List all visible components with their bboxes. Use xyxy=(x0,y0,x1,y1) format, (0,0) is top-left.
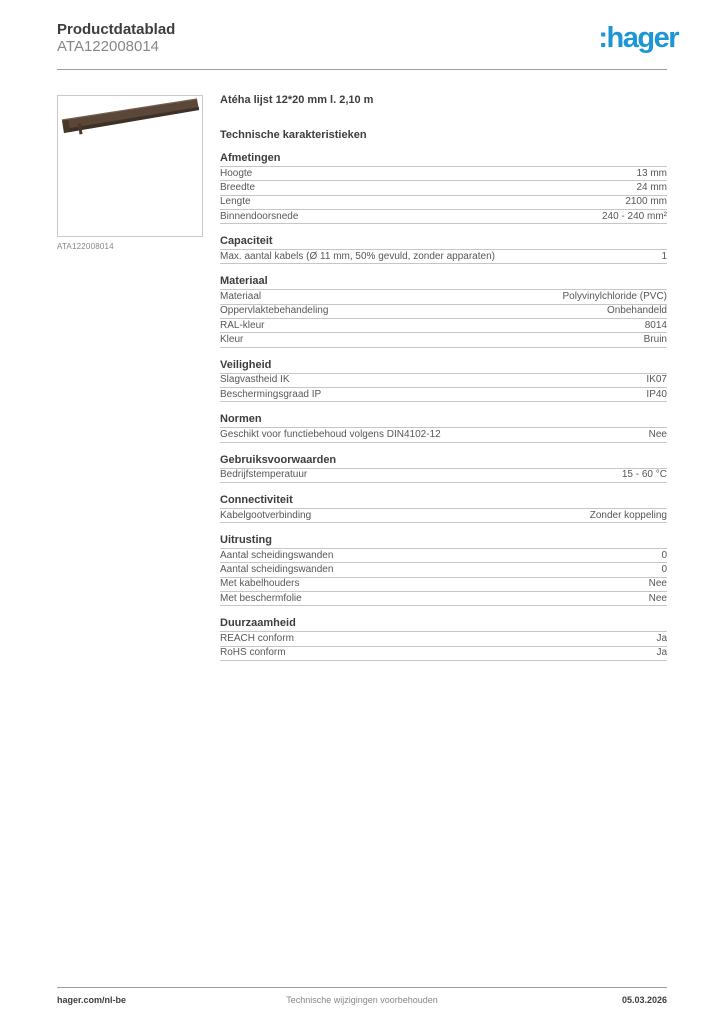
spec-value: 240 - 240 mm² xyxy=(601,210,667,222)
spec-label: Oppervlaktebehandeling xyxy=(220,305,329,317)
spec-value: 13 mm xyxy=(636,167,667,179)
spec-section-title: Gebruiksvoorwaarden xyxy=(220,455,667,469)
spec-value: Bruin xyxy=(643,334,667,346)
spec-row xyxy=(220,578,667,592)
spec-rows xyxy=(220,428,667,442)
spec-section-title: Connectiviteit xyxy=(220,495,667,509)
spec-row xyxy=(220,647,667,661)
spec-section xyxy=(220,153,667,224)
spec-row xyxy=(220,196,667,210)
spec-label: RoHS conform xyxy=(220,647,286,659)
footer-disclaimer: Technische wijzigingen voorbehouden xyxy=(286,995,438,1005)
spec-section-title: Duurzaamheid xyxy=(220,618,667,632)
spec-rows xyxy=(220,374,667,403)
spec-label: Kabelgootverbinding xyxy=(220,509,312,521)
spec-value: 0 xyxy=(661,564,667,576)
main-content xyxy=(220,95,667,661)
spec-value: IK07 xyxy=(646,374,667,386)
product-title: Atéha lijst 12*20 mm l. 2,10 m xyxy=(220,94,374,106)
spec-value: 1 xyxy=(661,250,667,262)
spec-rows xyxy=(220,549,667,606)
product-strip-illustration xyxy=(58,96,200,234)
spec-section xyxy=(220,236,667,264)
spec-row xyxy=(220,469,667,483)
spec-row xyxy=(220,290,667,304)
spec-value: 0 xyxy=(661,549,667,561)
spec-value: 2100 mm xyxy=(625,196,667,208)
spec-section xyxy=(220,414,667,442)
spec-value: Nee xyxy=(648,578,667,590)
spec-row xyxy=(220,374,667,388)
spec-label: Materiaal xyxy=(220,291,262,303)
spec-section-title: Capaciteit xyxy=(220,236,667,250)
spec-label: Aantal scheidingswanden xyxy=(220,564,334,576)
spec-section-title: Afmetingen xyxy=(220,153,667,167)
spec-label: Kleur xyxy=(220,334,244,346)
spec-value: Nee xyxy=(648,428,667,440)
spec-label: Lengte xyxy=(220,196,251,208)
spec-label: Aantal scheidingswanden xyxy=(220,549,334,561)
product-image xyxy=(57,95,203,237)
spec-value: 15 - 60 °C xyxy=(621,469,667,481)
spec-row xyxy=(220,181,667,195)
spec-row xyxy=(220,563,667,577)
product-image-caption: ATA122008014 xyxy=(57,242,114,251)
spec-section xyxy=(220,618,667,661)
spec-rows xyxy=(220,469,667,483)
spec-label: Geschikt voor functiebehoud volgens DIN4102-12 xyxy=(220,428,441,440)
spec-label: Beschermingsgraad IP xyxy=(220,388,322,400)
spec-row xyxy=(220,319,667,333)
spec-label: RAL-kleur xyxy=(220,319,265,331)
spec-row xyxy=(220,592,667,606)
spec-value: 8014 xyxy=(644,319,667,331)
spec-value: 24 mm xyxy=(636,181,667,193)
spec-section-title: Normen xyxy=(220,414,667,428)
spec-value: Nee xyxy=(648,592,667,604)
hager-logo: :hager xyxy=(598,22,678,54)
footer-divider xyxy=(57,987,667,988)
tech-characteristics-heading: Technische karakteristieken xyxy=(220,129,367,141)
footer-website-link[interactable]: hager.com/nl-be xyxy=(57,995,127,1005)
spec-sections xyxy=(220,153,667,661)
spec-row xyxy=(220,305,667,319)
footer-date: 05.03.2026 xyxy=(621,995,667,1005)
spec-row xyxy=(220,333,667,347)
spec-label: Max. aantal kabels (Ø 11 mm, 50% gevuld, zonder apparaten) xyxy=(220,250,495,262)
spec-value: Ja xyxy=(656,647,667,659)
spec-label: Slagvastheid IK xyxy=(220,374,290,386)
spec-label: REACH conform xyxy=(220,632,294,644)
spec-value: Onbehandeld xyxy=(606,305,667,317)
spec-section xyxy=(220,535,667,606)
spec-label: Breedte xyxy=(220,181,256,193)
spec-section xyxy=(220,276,667,347)
spec-label: Binnendoorsnede xyxy=(220,210,299,222)
spec-label: Hoogte xyxy=(220,167,253,179)
spec-row xyxy=(220,428,667,442)
spec-section-title: Uitrusting xyxy=(220,535,667,549)
spec-section xyxy=(220,495,667,523)
spec-label: Met beschermfolie xyxy=(220,592,302,604)
product-reference: ATA122008014 xyxy=(57,38,160,55)
spec-label: Bedrijfstemperatuur xyxy=(220,469,308,481)
spec-value: Zonder koppeling xyxy=(589,509,667,521)
spec-label: Met kabelhouders xyxy=(220,578,300,590)
spec-value: Polyvinylchloride (PVC) xyxy=(562,291,667,303)
spec-section xyxy=(220,360,667,403)
spec-section-title: Veiligheid xyxy=(220,360,667,374)
spec-rows xyxy=(220,290,667,347)
spec-rows xyxy=(220,632,667,661)
spec-rows xyxy=(220,167,667,224)
spec-rows xyxy=(220,509,667,523)
spec-row xyxy=(220,210,667,224)
spec-value: Ja xyxy=(656,632,667,644)
spec-value: IP40 xyxy=(646,388,667,400)
spec-row xyxy=(220,250,667,264)
spec-row xyxy=(220,388,667,402)
spec-row xyxy=(220,167,667,181)
spec-section-title: Materiaal xyxy=(220,276,667,290)
spec-rows xyxy=(220,250,667,264)
spec-section xyxy=(220,455,667,483)
spec-row xyxy=(220,632,667,646)
header-divider xyxy=(57,69,667,70)
page-title: Productdatablad xyxy=(57,21,176,38)
spec-row xyxy=(220,509,667,523)
spec-row xyxy=(220,549,667,563)
